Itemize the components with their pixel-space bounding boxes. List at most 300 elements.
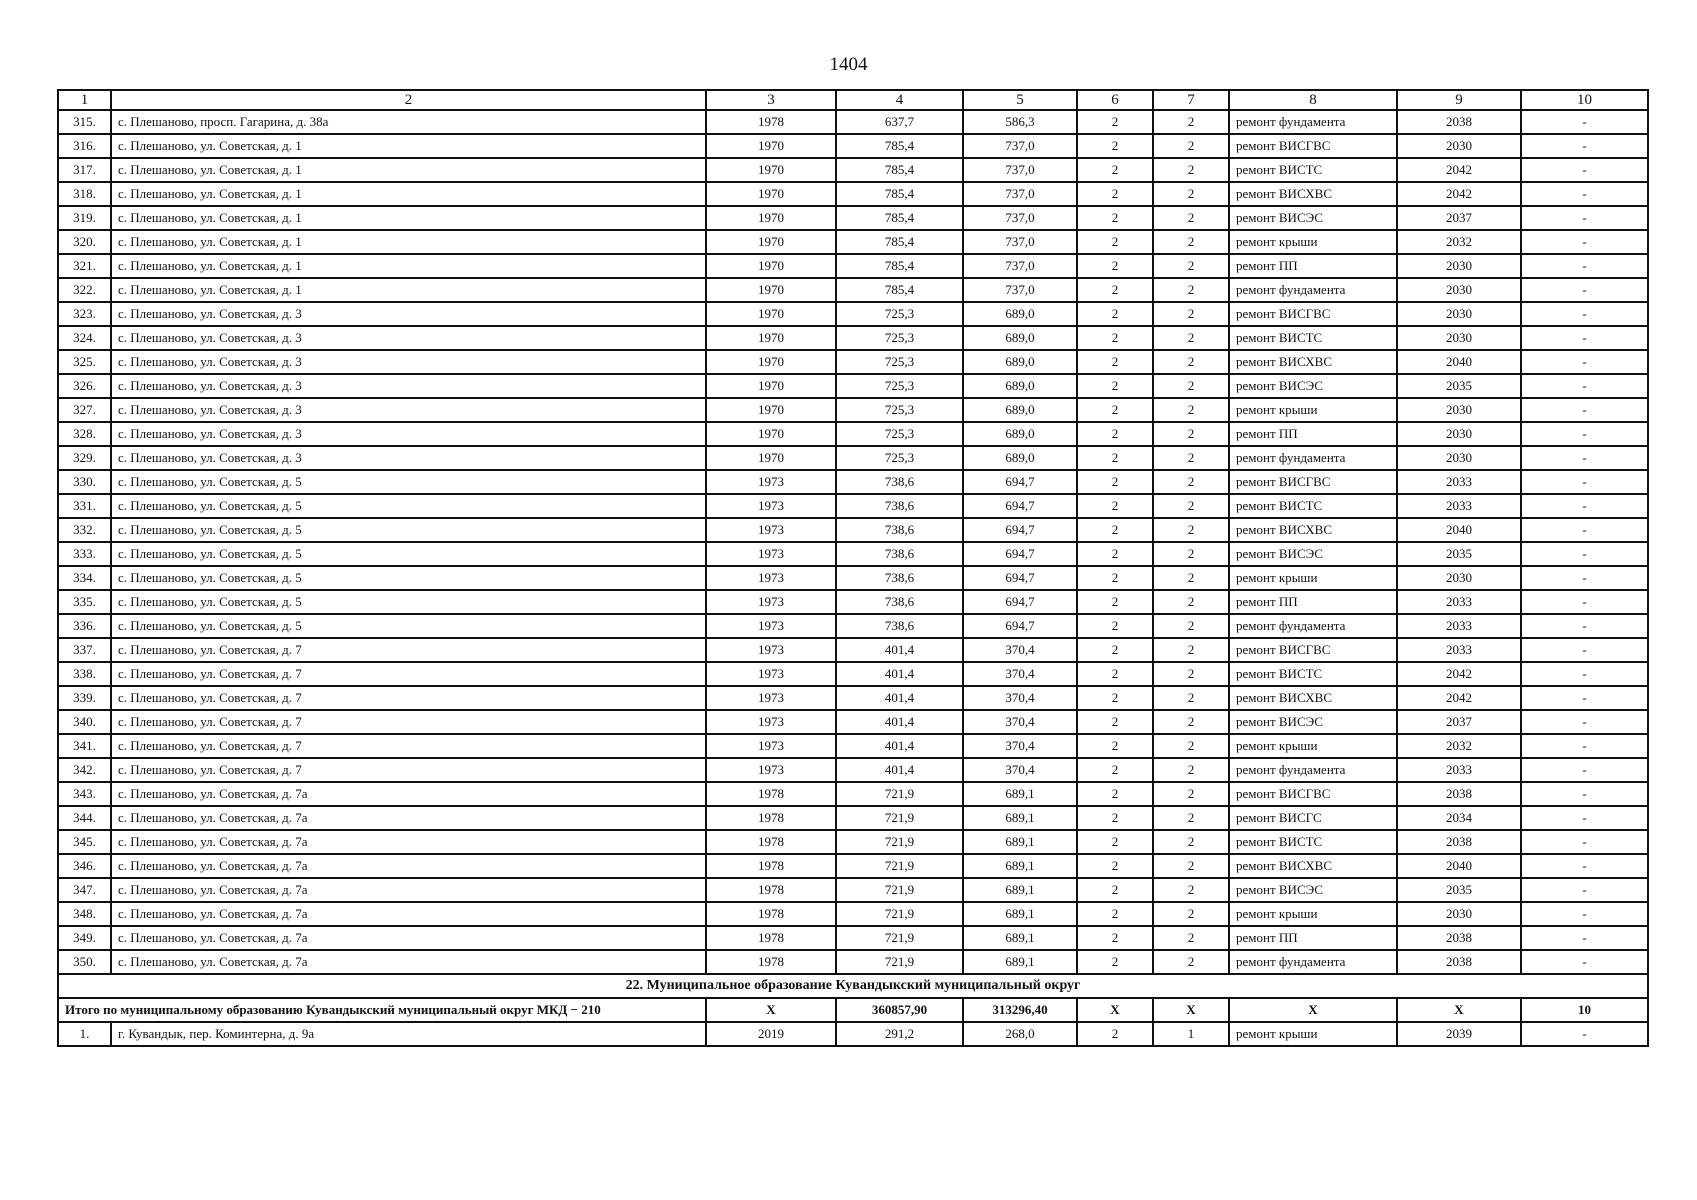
table-row (58, 758, 1648, 782)
total-area-cell: 785,4 (836, 182, 963, 206)
total-area-cell: 738,6 (836, 614, 963, 638)
col6-cell: 2 (1077, 734, 1153, 758)
table-row (58, 350, 1648, 374)
build-year-cell: 1973 (706, 614, 836, 638)
col6-cell: 2 (1077, 134, 1153, 158)
table-row (58, 782, 1648, 806)
col10-cell: - (1521, 158, 1648, 182)
plan-year-cell: 2037 (1397, 710, 1521, 734)
total-area-cell: 401,4 (836, 758, 963, 782)
col6-cell: 2 (1077, 566, 1153, 590)
col10-cell: - (1521, 326, 1648, 350)
address-cell: с. Плешаново, ул. Советская, д. 3 (111, 302, 706, 326)
column-header: 4 (836, 90, 963, 110)
build-year-cell: 1978 (706, 110, 836, 134)
build-year-cell: 1978 (706, 854, 836, 878)
address-cell: с. Плешаново, ул. Советская, д. 3 (111, 422, 706, 446)
build-year-cell: 1970 (706, 278, 836, 302)
plan-year-cell: 2038 (1397, 926, 1521, 950)
table-row (58, 302, 1648, 326)
total-area-cell: 637,7 (836, 110, 963, 134)
total-area-cell: 725,3 (836, 446, 963, 470)
build-year-cell: 1970 (706, 134, 836, 158)
col6-cell: 2 (1077, 614, 1153, 638)
work-type-cell: ремонт ВИСТС (1229, 494, 1397, 518)
col10-cell: - (1521, 950, 1648, 974)
plan-year-cell: 2042 (1397, 182, 1521, 206)
build-year-cell: 1970 (706, 446, 836, 470)
row-number-cell: 315. (58, 110, 111, 134)
col6-cell: 2 (1077, 1022, 1153, 1046)
residential-area-cell: 689,1 (963, 830, 1077, 854)
col6-cell: 2 (1077, 638, 1153, 662)
total-area-cell: 785,4 (836, 134, 963, 158)
row-number-cell: 319. (58, 206, 111, 230)
address-cell: с. Плешаново, ул. Советская, д. 1 (111, 206, 706, 230)
work-type-cell: ремонт фундамента (1229, 758, 1397, 782)
build-year-cell: 1970 (706, 422, 836, 446)
plan-year-cell: 2030 (1397, 446, 1521, 470)
col7-cell: 2 (1153, 614, 1229, 638)
col7-cell: 2 (1153, 206, 1229, 230)
work-type-cell: ремонт фундамента (1229, 110, 1397, 134)
col6-cell: 2 (1077, 710, 1153, 734)
column-header: 3 (706, 90, 836, 110)
total-area-cell: 725,3 (836, 374, 963, 398)
table-row (58, 374, 1648, 398)
column-header: 5 (963, 90, 1077, 110)
total-area-cell: 738,6 (836, 470, 963, 494)
col6-cell: 2 (1077, 926, 1153, 950)
work-type-cell: ремонт ПП (1229, 590, 1397, 614)
total-area-cell: 725,3 (836, 326, 963, 350)
col10-cell: - (1521, 902, 1648, 926)
col6-cell: 2 (1077, 950, 1153, 974)
col6-cell: 2 (1077, 518, 1153, 542)
col6-cell: 2 (1077, 158, 1153, 182)
table-row (58, 230, 1648, 254)
address-cell: с. Плешаново, просп. Гагарина, д. 38а (111, 110, 706, 134)
col6-cell: 2 (1077, 590, 1153, 614)
col6-cell: 2 (1077, 806, 1153, 830)
row-number-cell: 322. (58, 278, 111, 302)
residential-area-cell: 689,0 (963, 374, 1077, 398)
col6-cell: 2 (1077, 350, 1153, 374)
build-year-cell: 1978 (706, 878, 836, 902)
build-year-cell: 1973 (706, 518, 836, 542)
col10-cell: - (1521, 494, 1648, 518)
residential-area-cell: 689,0 (963, 326, 1077, 350)
residential-area-cell: 689,1 (963, 806, 1077, 830)
table-row (58, 590, 1648, 614)
total-c10-cell: 10 (1521, 998, 1648, 1022)
build-year-cell: 1973 (706, 590, 836, 614)
row-number-cell: 317. (58, 158, 111, 182)
residential-area-cell: 689,0 (963, 302, 1077, 326)
col7-cell: 2 (1153, 854, 1229, 878)
work-type-cell: ремонт ВИСЭС (1229, 374, 1397, 398)
plan-year-cell: 2040 (1397, 350, 1521, 374)
table-row (58, 806, 1648, 830)
build-year-cell: 1973 (706, 566, 836, 590)
table-row (58, 470, 1648, 494)
row-number-cell: 321. (58, 254, 111, 278)
plan-year-cell: 2040 (1397, 854, 1521, 878)
plan-year-cell: 2030 (1397, 566, 1521, 590)
work-type-cell: ремонт крыши (1229, 902, 1397, 926)
row-number-cell: 316. (58, 134, 111, 158)
col7-cell: 2 (1153, 950, 1229, 974)
residential-area-cell: 586,3 (963, 110, 1077, 134)
row-number-cell: 1. (58, 1022, 111, 1046)
residential-area-cell: 689,1 (963, 878, 1077, 902)
residential-area-cell: 694,7 (963, 566, 1077, 590)
address-cell: с. Плешаново, ул. Советская, д. 7а (111, 806, 706, 830)
plan-year-cell: 2035 (1397, 542, 1521, 566)
plan-year-cell: 2033 (1397, 590, 1521, 614)
address-cell: с. Плешаново, ул. Советская, д. 1 (111, 278, 706, 302)
col10-cell: - (1521, 542, 1648, 566)
build-year-cell: 1973 (706, 710, 836, 734)
col6-cell: 2 (1077, 302, 1153, 326)
address-cell: с. Плешаново, ул. Советская, д. 7 (111, 734, 706, 758)
work-type-cell: ремонт ВИСТС (1229, 662, 1397, 686)
col6-cell: 2 (1077, 182, 1153, 206)
col7-cell: 2 (1153, 782, 1229, 806)
plan-year-cell: 2033 (1397, 638, 1521, 662)
row-number-cell: 323. (58, 302, 111, 326)
col7-cell: 2 (1153, 926, 1229, 950)
build-year-cell: 1970 (706, 326, 836, 350)
table-row (58, 950, 1648, 974)
col6-cell: 2 (1077, 686, 1153, 710)
row-number-cell: 320. (58, 230, 111, 254)
table-row (58, 710, 1648, 734)
plan-year-cell: 2030 (1397, 326, 1521, 350)
row-number-cell: 350. (58, 950, 111, 974)
table-row (58, 110, 1648, 134)
col7-cell: 1 (1153, 1022, 1229, 1046)
address-cell: с. Плешаново, ул. Советская, д. 1 (111, 134, 706, 158)
work-type-cell: ремонт ВИСХВС (1229, 854, 1397, 878)
address-cell: с. Плешаново, ул. Советская, д. 7а (111, 854, 706, 878)
plan-year-cell: 2033 (1397, 758, 1521, 782)
col6-cell: 2 (1077, 326, 1153, 350)
plan-year-cell: 2034 (1397, 806, 1521, 830)
table-row (58, 422, 1648, 446)
col10-cell: - (1521, 110, 1648, 134)
table-row (58, 518, 1648, 542)
col7-cell: 2 (1153, 326, 1229, 350)
work-type-cell: ремонт ВИСЭС (1229, 878, 1397, 902)
table-row (58, 542, 1648, 566)
build-year-cell: 1978 (706, 926, 836, 950)
plan-year-cell: 2033 (1397, 470, 1521, 494)
address-cell: с. Плешаново, ул. Советская, д. 3 (111, 398, 706, 422)
column-header: 2 (111, 90, 706, 110)
total-area-cell: 738,6 (836, 566, 963, 590)
address-cell: с. Плешаново, ул. Советская, д. 5 (111, 566, 706, 590)
work-type-cell: ремонт ВИСГВС (1229, 470, 1397, 494)
total-area-cell: 721,9 (836, 950, 963, 974)
address-cell: г. Кувандык, пер. Коминтерна, д. 9а (111, 1022, 706, 1046)
col7-cell: 2 (1153, 134, 1229, 158)
total-area-cell: 725,3 (836, 398, 963, 422)
residential-area-cell: 694,7 (963, 542, 1077, 566)
address-cell: с. Плешаново, ул. Советская, д. 7 (111, 710, 706, 734)
plan-year-cell: 2032 (1397, 230, 1521, 254)
build-year-cell: 1973 (706, 734, 836, 758)
address-cell: с. Плешаново, ул. Советская, д. 3 (111, 374, 706, 398)
col7-cell: 2 (1153, 182, 1229, 206)
row-number-cell: 334. (58, 566, 111, 590)
row-number-cell: 336. (58, 614, 111, 638)
plan-year-cell: 2035 (1397, 374, 1521, 398)
col10-cell: - (1521, 566, 1648, 590)
build-year-cell: 1973 (706, 662, 836, 686)
work-type-cell: ремонт крыши (1229, 734, 1397, 758)
col7-cell: 2 (1153, 350, 1229, 374)
plan-year-cell: 2039 (1397, 1022, 1521, 1046)
col10-cell: - (1521, 278, 1648, 302)
table-row (58, 182, 1648, 206)
work-type-cell: ремонт ВИСХВС (1229, 686, 1397, 710)
table-row (58, 686, 1648, 710)
build-year-cell: 1970 (706, 302, 836, 326)
plan-year-cell: 2038 (1397, 830, 1521, 854)
col10-cell: - (1521, 614, 1648, 638)
work-type-cell: ремонт крыши (1229, 566, 1397, 590)
total-area-cell: 738,6 (836, 590, 963, 614)
col7-cell: 2 (1153, 710, 1229, 734)
address-cell: с. Плешаново, ул. Советская, д. 5 (111, 542, 706, 566)
col10-cell: - (1521, 590, 1648, 614)
total-c6-cell: X (1077, 998, 1153, 1022)
col6-cell: 2 (1077, 254, 1153, 278)
work-type-cell: ремонт фундамента (1229, 278, 1397, 302)
total-area-cell: 401,4 (836, 662, 963, 686)
col10-cell: - (1521, 182, 1648, 206)
plan-year-cell: 2038 (1397, 950, 1521, 974)
plan-year-cell: 2030 (1397, 902, 1521, 926)
plan-year-cell: 2037 (1397, 206, 1521, 230)
col7-cell: 2 (1153, 446, 1229, 470)
address-cell: с. Плешаново, ул. Советская, д. 5 (111, 590, 706, 614)
row-number-cell: 327. (58, 398, 111, 422)
total-c3-cell: X (706, 998, 836, 1022)
residential-area-cell: 268,0 (963, 1022, 1077, 1046)
col6-cell: 2 (1077, 422, 1153, 446)
work-type-cell: ремонт ВИСЭС (1229, 542, 1397, 566)
residential-area-cell: 689,0 (963, 350, 1077, 374)
address-cell: с. Плешаново, ул. Советская, д. 1 (111, 230, 706, 254)
plan-year-cell: 2038 (1397, 782, 1521, 806)
row-number-cell: 338. (58, 662, 111, 686)
col7-cell: 2 (1153, 566, 1229, 590)
address-cell: с. Плешаново, ул. Советская, д. 7а (111, 878, 706, 902)
work-type-cell: ремонт фундамента (1229, 446, 1397, 470)
work-type-cell: ремонт ВИСЭС (1229, 710, 1397, 734)
total-area-cell: 721,9 (836, 830, 963, 854)
row-number-cell: 346. (58, 854, 111, 878)
column-header: 9 (1397, 90, 1521, 110)
build-year-cell: 1973 (706, 758, 836, 782)
build-year-cell: 1970 (706, 374, 836, 398)
residential-area-cell: 689,0 (963, 398, 1077, 422)
col6-cell: 2 (1077, 110, 1153, 134)
residential-area-cell: 370,4 (963, 638, 1077, 662)
total-area-cell: 721,9 (836, 854, 963, 878)
total-area-cell: 785,4 (836, 230, 963, 254)
col7-cell: 2 (1153, 878, 1229, 902)
build-year-cell: 1970 (706, 350, 836, 374)
total-c4-cell: 360857,90 (836, 998, 963, 1022)
col10-cell: - (1521, 758, 1648, 782)
work-type-cell: ремонт ПП (1229, 926, 1397, 950)
col10-cell: - (1521, 374, 1648, 398)
build-year-cell: 1973 (706, 494, 836, 518)
residential-area-cell: 689,0 (963, 422, 1077, 446)
col7-cell: 2 (1153, 254, 1229, 278)
total-area-cell: 785,4 (836, 278, 963, 302)
build-year-cell: 1973 (706, 638, 836, 662)
col7-cell: 2 (1153, 374, 1229, 398)
row-number-cell: 328. (58, 422, 111, 446)
total-c5-cell: 313296,40 (963, 998, 1077, 1022)
total-area-cell: 401,4 (836, 734, 963, 758)
residential-area-cell: 694,7 (963, 590, 1077, 614)
residential-area-cell: 370,4 (963, 734, 1077, 758)
col10-cell: - (1521, 254, 1648, 278)
table-row (58, 854, 1648, 878)
address-cell: с. Плешаново, ул. Советская, д. 7 (111, 686, 706, 710)
col10-cell: - (1521, 470, 1648, 494)
build-year-cell: 1970 (706, 182, 836, 206)
col7-cell: 2 (1153, 470, 1229, 494)
col10-cell: - (1521, 446, 1648, 470)
build-year-cell: 1978 (706, 806, 836, 830)
col10-cell: - (1521, 302, 1648, 326)
plan-year-cell: 2035 (1397, 878, 1521, 902)
col7-cell: 2 (1153, 662, 1229, 686)
build-year-cell: 1970 (706, 254, 836, 278)
row-number-cell: 325. (58, 350, 111, 374)
plan-year-cell: 2042 (1397, 662, 1521, 686)
build-year-cell: 1970 (706, 398, 836, 422)
work-type-cell: ремонт крыши (1229, 230, 1397, 254)
total-area-cell: 721,9 (836, 926, 963, 950)
table-row (58, 902, 1648, 926)
col6-cell: 2 (1077, 398, 1153, 422)
residential-area-cell: 737,0 (963, 134, 1077, 158)
residential-area-cell: 370,4 (963, 710, 1077, 734)
row-number-cell: 340. (58, 710, 111, 734)
column-header: 10 (1521, 90, 1648, 110)
residential-area-cell: 737,0 (963, 230, 1077, 254)
plan-year-cell: 2040 (1397, 518, 1521, 542)
column-header: 6 (1077, 90, 1153, 110)
row-number-cell: 345. (58, 830, 111, 854)
work-type-cell: ремонт ВИСГВС (1229, 134, 1397, 158)
work-type-cell: ремонт ПП (1229, 422, 1397, 446)
total-c7-cell: X (1153, 998, 1229, 1022)
address-cell: с. Плешаново, ул. Советская, д. 7а (111, 782, 706, 806)
col10-cell: - (1521, 734, 1648, 758)
row-number-cell: 343. (58, 782, 111, 806)
address-cell: с. Плешаново, ул. Советская, д. 5 (111, 470, 706, 494)
plan-year-cell: 2030 (1397, 254, 1521, 278)
address-cell: с. Плешаново, ул. Советская, д. 7а (111, 830, 706, 854)
col7-cell: 2 (1153, 158, 1229, 182)
column-header: 1 (58, 90, 111, 110)
table-body (58, 90, 1648, 1046)
row-number-cell: 342. (58, 758, 111, 782)
address-cell: с. Плешаново, ул. Советская, д. 7 (111, 662, 706, 686)
col7-cell: 2 (1153, 590, 1229, 614)
address-cell: с. Плешаново, ул. Советская, д. 1 (111, 182, 706, 206)
col6-cell: 2 (1077, 542, 1153, 566)
build-year-cell: 1970 (706, 230, 836, 254)
residential-area-cell: 737,0 (963, 278, 1077, 302)
residential-area-cell: 694,7 (963, 614, 1077, 638)
build-year-cell: 1978 (706, 830, 836, 854)
col7-cell: 2 (1153, 110, 1229, 134)
build-year-cell: 1973 (706, 686, 836, 710)
plan-year-cell: 2030 (1397, 398, 1521, 422)
total-area-cell: 785,4 (836, 158, 963, 182)
table-row (58, 830, 1648, 854)
residential-area-cell: 737,0 (963, 254, 1077, 278)
col10-cell: - (1521, 662, 1648, 686)
row-number-cell: 344. (58, 806, 111, 830)
address-cell: с. Плешаново, ул. Советская, д. 5 (111, 518, 706, 542)
build-year-cell: 1978 (706, 950, 836, 974)
row-number-cell: 318. (58, 182, 111, 206)
col6-cell: 2 (1077, 470, 1153, 494)
table-row (58, 614, 1648, 638)
col7-cell: 2 (1153, 758, 1229, 782)
plan-year-cell: 2033 (1397, 494, 1521, 518)
table-row (58, 398, 1648, 422)
address-cell: с. Плешаново, ул. Советская, д. 1 (111, 254, 706, 278)
build-year-cell: 1973 (706, 542, 836, 566)
total-area-cell: 725,3 (836, 350, 963, 374)
work-type-cell: ремонт крыши (1229, 398, 1397, 422)
total-area-cell: 721,9 (836, 806, 963, 830)
address-cell: с. Плешаново, ул. Советская, д. 3 (111, 350, 706, 374)
row-number-cell: 337. (58, 638, 111, 662)
col7-cell: 2 (1153, 422, 1229, 446)
col6-cell: 2 (1077, 854, 1153, 878)
total-area-cell: 785,4 (836, 254, 963, 278)
build-year-cell: 1973 (706, 470, 836, 494)
table-row (58, 494, 1648, 518)
table-row (58, 878, 1648, 902)
col10-cell: - (1521, 710, 1648, 734)
plan-year-cell: 2030 (1397, 134, 1521, 158)
col6-cell: 2 (1077, 446, 1153, 470)
col10-cell: - (1521, 398, 1648, 422)
total-area-cell: 725,3 (836, 422, 963, 446)
col7-cell: 2 (1153, 902, 1229, 926)
work-type-cell: ремонт ВИСТС (1229, 326, 1397, 350)
col6-cell: 2 (1077, 374, 1153, 398)
column-header: 7 (1153, 90, 1229, 110)
total-area-cell: 785,4 (836, 206, 963, 230)
work-type-cell: ремонт ВИСТС (1229, 158, 1397, 182)
page-number: 1404 (829, 54, 868, 75)
col7-cell: 2 (1153, 230, 1229, 254)
